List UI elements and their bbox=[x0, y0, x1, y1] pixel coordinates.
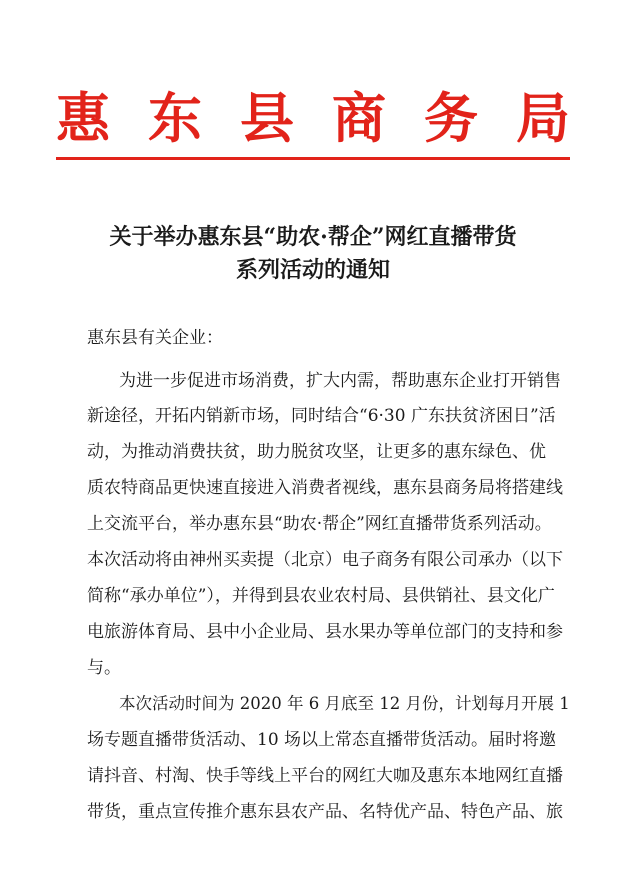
letterhead bbox=[56, 88, 570, 148]
body-line: 动，为推动消费扶贫，助力脱贫攻坚，让更多的惠东绿色、优 bbox=[87, 442, 546, 462]
body-line: 质农特商品更快速直接进入消费者视线，惠东县商务局将搭建线 bbox=[87, 478, 563, 498]
letterhead-char: 县 bbox=[240, 86, 294, 150]
body-line: 场专题直播带货活动、10 场以上常态直播带货活动。届时将邀 bbox=[87, 730, 557, 750]
body-line: 本次活动将由神州买卖提（北京）电子商务有限公司承办（以下 bbox=[87, 550, 563, 570]
body-line: 简称“承办单位”），并得到县农业农村局、县供销社、县文化广 bbox=[87, 586, 555, 606]
letterhead-char: 惠 bbox=[56, 86, 110, 150]
body-line: 为进一步促进市场消费，扩大内需，帮助惠东企业打开销售 bbox=[119, 371, 561, 391]
body-line: 带货，重点宣传推介惠东县农产品、名特优产品、特色产品、旅 bbox=[87, 802, 563, 822]
letterhead-char: 东 bbox=[148, 86, 202, 150]
letterhead-char: 局 bbox=[516, 86, 570, 150]
body-line: 上交流平台，举办惠东县“助农·帮企”网红直播带货系列活动。 bbox=[87, 514, 552, 534]
letterhead-rule bbox=[56, 157, 570, 160]
letterhead-char: 务 bbox=[424, 86, 478, 150]
body-line: 电旅游体育局、县中小企业局、县水果办等单位部门的支持和参 bbox=[87, 622, 563, 642]
body-line: 新途径，开拓内销新市场，同时结合“6·30 广东扶贫济困日”活 bbox=[87, 406, 556, 426]
document-title-line-1: 关于举办惠东县“助农·帮企”网红直播带货 bbox=[109, 224, 517, 250]
salutation: 惠东县有关企业： bbox=[87, 328, 223, 348]
body-line: 请抖音、村淘、快手等线上平台的网红大咖及惠东本地网红直播 bbox=[87, 766, 563, 786]
document-title-line-2: 系列活动的通知 bbox=[235, 257, 390, 283]
letterhead-char: 商 bbox=[332, 86, 386, 150]
body-line: 与。 bbox=[87, 658, 121, 678]
body-line: 本次活动时间为 2020 年 6 月底至 12 月份，计划每月开展 1 bbox=[119, 694, 570, 713]
